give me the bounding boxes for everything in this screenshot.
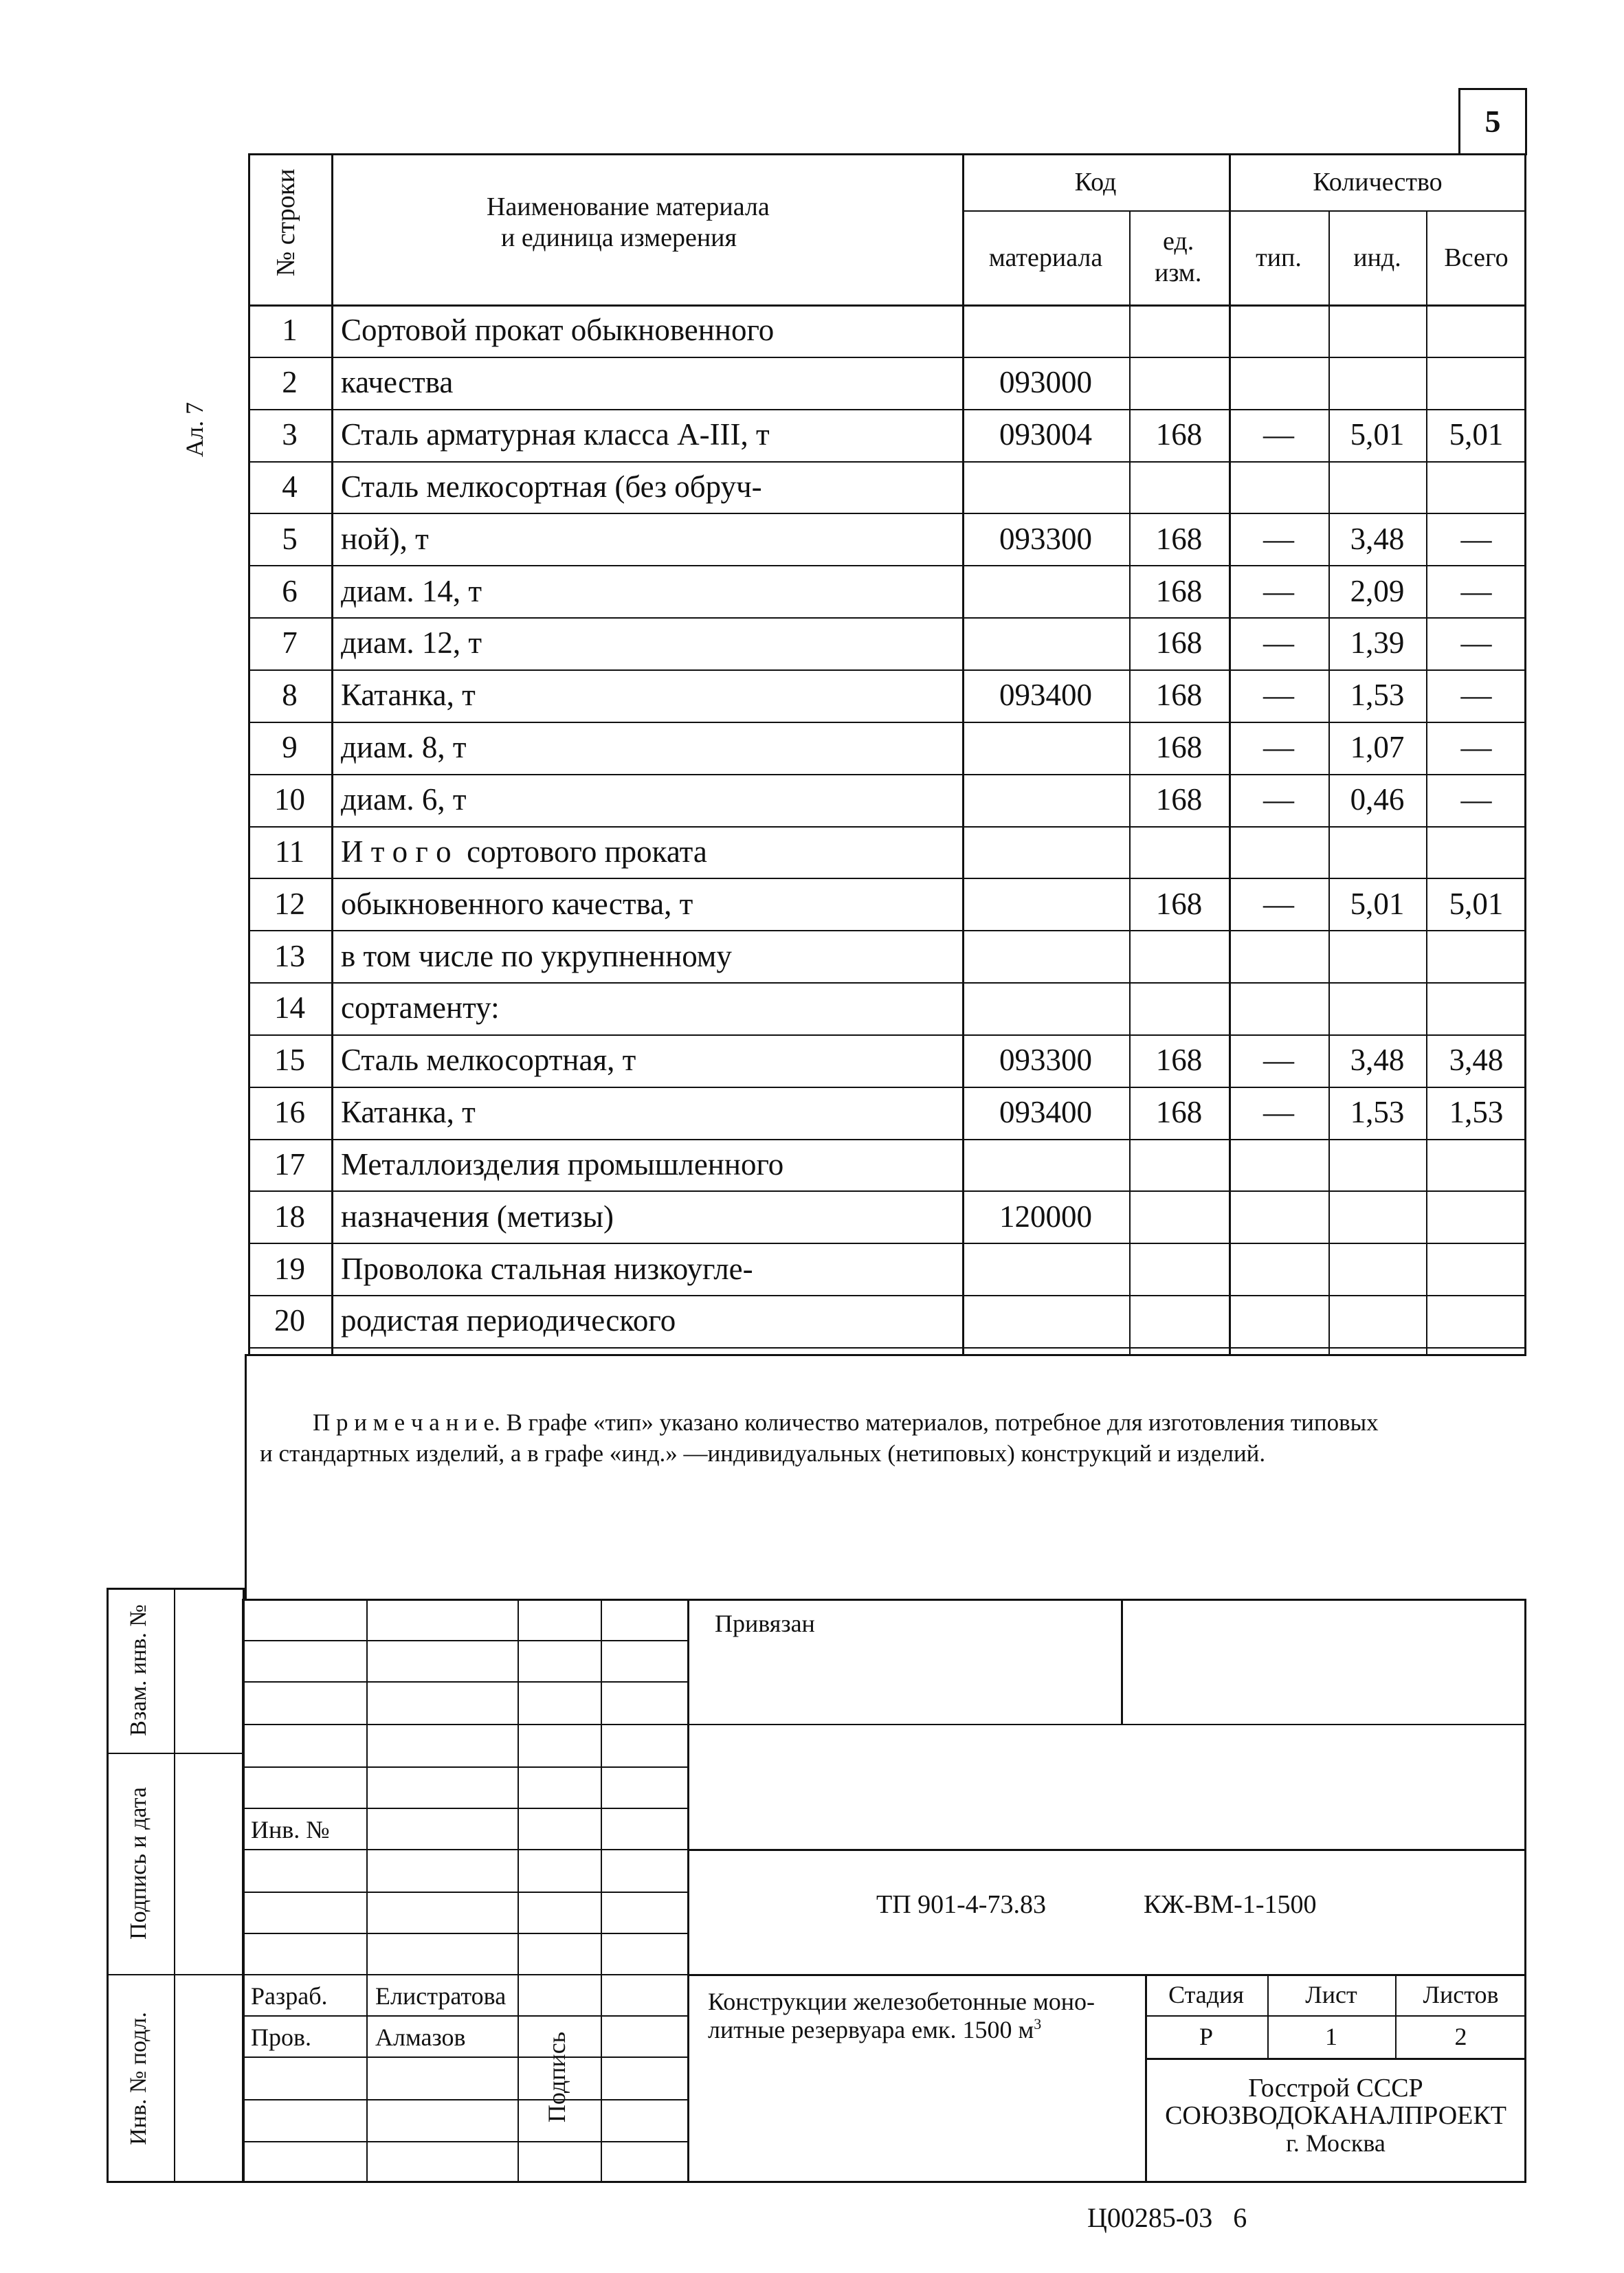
- stadiya-label: Стадия: [1168, 1981, 1244, 2008]
- row-unit-code: [1129, 1190, 1229, 1243]
- row-material-code: [962, 1139, 1129, 1191]
- row-total: —: [1460, 573, 1492, 608]
- row-total: [1426, 357, 1526, 409]
- row-name: Катанка, т: [341, 1095, 476, 1130]
- row-number: 4: [282, 469, 298, 504]
- row-ind: 0,46: [1350, 782, 1405, 817]
- privyazan-label: Привязан: [715, 1610, 815, 1637]
- inv-no-label: Инв. №: [251, 1816, 330, 1843]
- row-unit-code: 168: [1155, 417, 1203, 452]
- row-ind: 5,01: [1350, 886, 1405, 921]
- row-unit-code: [1129, 1295, 1229, 1347]
- row-unit-code: [1129, 1243, 1229, 1295]
- row-material-code: 093004: [999, 417, 1092, 452]
- title-line2-text: литные резервуара емк. 1500 м: [708, 2016, 1034, 2043]
- listov-value: 2: [1454, 2023, 1467, 2050]
- row-name: Сталь арматурная класса А-III, т: [341, 417, 770, 452]
- header-total: Всего: [1444, 243, 1509, 272]
- row-ind: 3,48: [1350, 1043, 1405, 1078]
- org-line1: Госстрой СССР: [1248, 2074, 1423, 2103]
- row-material-code: [962, 1243, 1129, 1295]
- listov-label: Листов: [1423, 1981, 1499, 2008]
- row-name: Сортовой прокат обыкновенного: [341, 313, 775, 348]
- row-name: сортаменту:: [341, 990, 500, 1025]
- row-unit-code: 168: [1155, 678, 1203, 713]
- row-ind: 3,48: [1350, 521, 1405, 556]
- row-total: [1426, 982, 1526, 1034]
- row-tip: —: [1263, 1043, 1294, 1078]
- row-ind: [1328, 982, 1426, 1034]
- row-total: 5,01: [1449, 886, 1504, 921]
- footer-code: Ц00285-03 6: [1087, 2202, 1247, 2233]
- row-total: 3,48: [1449, 1043, 1504, 1078]
- row-material-code: [962, 930, 1129, 982]
- podpis-data-label: Подпись и дата: [126, 1787, 151, 1940]
- row-total: 5,01: [1449, 417, 1504, 452]
- row-name: И т о г о сортового проката: [341, 834, 707, 869]
- row-material-code: [962, 461, 1129, 513]
- row-unit-code: [1129, 930, 1229, 982]
- row-name: в том числе по укрупненному: [341, 938, 732, 973]
- row-material-code: [962, 617, 1129, 669]
- header-name-line1: Наименование материала: [487, 192, 770, 221]
- row-material-code: 093300: [999, 521, 1092, 556]
- row-material-code: [962, 826, 1129, 878]
- row-total: [1426, 304, 1526, 357]
- row-material-code: 120000: [999, 1199, 1092, 1234]
- row-number: 3: [282, 417, 298, 452]
- row-number: 9: [282, 730, 298, 765]
- row-total: [1426, 461, 1526, 513]
- row-name: Сталь мелкосортная, т: [341, 1043, 636, 1078]
- row-tip: —: [1263, 886, 1294, 921]
- title-line1: Конструкции железобетонные моно-: [708, 1988, 1095, 2015]
- row-ind: 5,01: [1350, 417, 1405, 452]
- row-ind: 2,09: [1350, 573, 1405, 608]
- row-material-code: 093400: [999, 1095, 1092, 1130]
- note-label: П р и м е ч а н и е.: [313, 1409, 500, 1436]
- row-number: 14: [274, 990, 305, 1025]
- row-name: Сталь мелкосортная (без обруч-: [341, 469, 762, 504]
- row-unit-code: 168: [1155, 730, 1203, 765]
- row-name: родистая периодического: [341, 1303, 676, 1338]
- razrab-name: Елистратова: [375, 1982, 507, 2010]
- doc-code: ТП 901-4-73.83: [876, 1890, 1046, 1919]
- header-quantity: Количество: [1313, 167, 1443, 197]
- row-number: 2: [282, 365, 298, 400]
- doc-mark: КЖ-ВМ-1-1500: [1144, 1890, 1317, 1919]
- row-number: 13: [274, 938, 305, 973]
- row-tip: [1229, 982, 1328, 1034]
- row-number: 5: [282, 521, 298, 556]
- row-number: 19: [274, 1251, 305, 1286]
- row-number: 20: [274, 1303, 305, 1338]
- row-tip: [1229, 1190, 1328, 1243]
- row-unit-code: 168: [1155, 886, 1203, 921]
- row-material-code: [962, 1295, 1129, 1347]
- row-ind: 1,39: [1350, 625, 1405, 661]
- note-line1: [313, 1410, 1379, 1434]
- row-unit-code: [1129, 1139, 1229, 1191]
- row-name: Металлоизделия промышленного: [341, 1146, 784, 1182]
- page-number: 5: [1484, 104, 1501, 139]
- row-total: [1426, 826, 1526, 878]
- row-number: 6: [282, 573, 298, 608]
- row-number: 8: [282, 678, 298, 713]
- row-unit-code: 168: [1155, 782, 1203, 817]
- row-number: 15: [274, 1043, 305, 1078]
- row-unit-code: 168: [1155, 521, 1203, 556]
- row-name: Катанка, т: [341, 678, 476, 713]
- header-code: Код: [1074, 167, 1117, 197]
- row-total: [1426, 1190, 1526, 1243]
- row-number: 18: [274, 1199, 305, 1234]
- header-unit-line2: изм.: [1155, 258, 1202, 287]
- row-ind: [1328, 1243, 1426, 1295]
- row-number: 12: [274, 886, 305, 921]
- row-material-code: [962, 722, 1129, 774]
- row-total: 1,53: [1449, 1095, 1504, 1130]
- header-tip: тип.: [1256, 243, 1302, 272]
- header-row-no: № строки: [271, 168, 300, 276]
- row-unit-code: [1129, 982, 1229, 1034]
- row-name: Проволока стальная низкоугле-: [341, 1251, 753, 1286]
- row-tip: —: [1263, 1095, 1294, 1130]
- row-tip: —: [1263, 782, 1294, 817]
- row-ind: [1328, 1139, 1426, 1191]
- row-tip: —: [1263, 730, 1294, 765]
- row-ind: [1328, 1190, 1426, 1243]
- row-total: [1426, 930, 1526, 982]
- row-name: обыкновенного качества, т: [341, 886, 693, 921]
- row-total: [1426, 1243, 1526, 1295]
- row-material-code: 093400: [999, 678, 1092, 713]
- row-ind: [1328, 357, 1426, 409]
- row-total: —: [1460, 730, 1492, 765]
- row-tip: [1229, 1139, 1328, 1191]
- list-value: 1: [1325, 2023, 1337, 2050]
- row-total: [1426, 1139, 1526, 1191]
- title-line2: [708, 2017, 1041, 2042]
- row-divider: [248, 1347, 1526, 1349]
- row-ind: [1328, 304, 1426, 357]
- razrab-label: Разраб.: [251, 1982, 328, 2010]
- row-ind: [1328, 826, 1426, 878]
- row-total: —: [1460, 521, 1492, 556]
- row-tip: —: [1263, 521, 1294, 556]
- row-tip: —: [1263, 417, 1294, 452]
- margin-label: Ал. 7: [181, 402, 208, 457]
- row-ind: [1328, 1295, 1426, 1347]
- row-material-code: [962, 774, 1129, 826]
- row-name: диам. 12, т: [341, 625, 482, 661]
- row-number: 10: [274, 782, 305, 817]
- row-ind: 1,53: [1350, 678, 1405, 713]
- prov-name: Алмазов: [375, 2023, 466, 2051]
- row-tip: [1229, 1243, 1328, 1295]
- row-tip: —: [1263, 678, 1294, 713]
- row-material-code: 093000: [999, 365, 1092, 400]
- row-unit-code: 168: [1155, 625, 1203, 661]
- row-material-code: 093300: [999, 1043, 1092, 1078]
- inv-podl-label: Инв. № подл.: [126, 2012, 151, 2145]
- note-line1-text: В графе «тип» указано количество материалов, потребное для изготовления типовых: [500, 1409, 1379, 1436]
- row-number: 11: [274, 834, 305, 869]
- list-label: Лист: [1305, 1981, 1357, 2008]
- row-ind: 1,07: [1350, 730, 1405, 765]
- row-material-code: [962, 565, 1129, 617]
- row-material-code: [962, 304, 1129, 357]
- row-number: 7: [282, 625, 298, 661]
- row-material-code: [962, 878, 1129, 930]
- row-unit-code: [1129, 461, 1229, 513]
- org-line2: СОЮЗВОДОКАНАЛПРОЕКТ: [1165, 2101, 1506, 2130]
- row-name: диам. 6, т: [341, 782, 467, 817]
- row-unit-code: [1129, 304, 1229, 357]
- row-name: ной), т: [341, 521, 429, 556]
- row-unit-code: 168: [1155, 1043, 1203, 1078]
- row-tip: —: [1263, 625, 1294, 661]
- vzam-label: Взам. инв. №: [126, 1604, 151, 1736]
- row-total: —: [1460, 625, 1492, 661]
- header-material: материала: [988, 243, 1103, 272]
- row-name: качества: [341, 365, 454, 400]
- row-unit-code: 168: [1155, 1095, 1203, 1130]
- header-ind: инд.: [1353, 243, 1401, 272]
- row-name: назначения (метизы): [341, 1199, 614, 1234]
- row-unit-code: [1129, 826, 1229, 878]
- row-tip: [1229, 1295, 1328, 1347]
- row-unit-code: [1129, 357, 1229, 409]
- header-name-line2: и единица измерения: [501, 223, 737, 252]
- podpis-label: Подпись: [543, 2031, 570, 2123]
- prov-label: Пров.: [251, 2023, 311, 2051]
- row-tip: [1229, 826, 1328, 878]
- row-total: —: [1460, 678, 1492, 713]
- row-ind: [1328, 930, 1426, 982]
- row-name: диам. 8, т: [341, 730, 467, 765]
- row-tip: [1229, 304, 1328, 357]
- row-number: 1: [282, 313, 298, 348]
- stadiya-value: Р: [1199, 2023, 1214, 2050]
- row-material-code: [962, 982, 1129, 1034]
- row-tip: [1229, 461, 1328, 513]
- org-line3: г. Москва: [1286, 2129, 1386, 2157]
- header-unit-line1: ед.: [1163, 227, 1194, 256]
- row-ind: [1328, 461, 1426, 513]
- row-tip: [1229, 357, 1328, 409]
- row-number: 16: [274, 1095, 305, 1130]
- note-line2: и стандартных изделий, а в графе «инд.» —индивидуальных (нетиповых) конструкций и изделий.: [260, 1440, 1266, 1467]
- row-tip: [1229, 930, 1328, 982]
- title-superscript: 3: [1034, 2015, 1042, 2032]
- row-name: диам. 14, т: [341, 573, 482, 608]
- row-total: —: [1460, 782, 1492, 817]
- row-total: [1426, 1295, 1526, 1347]
- row-tip: —: [1263, 573, 1294, 608]
- row-ind: 1,53: [1350, 1095, 1405, 1130]
- row-number: 17: [274, 1146, 305, 1182]
- row-unit-code: 168: [1155, 573, 1203, 608]
